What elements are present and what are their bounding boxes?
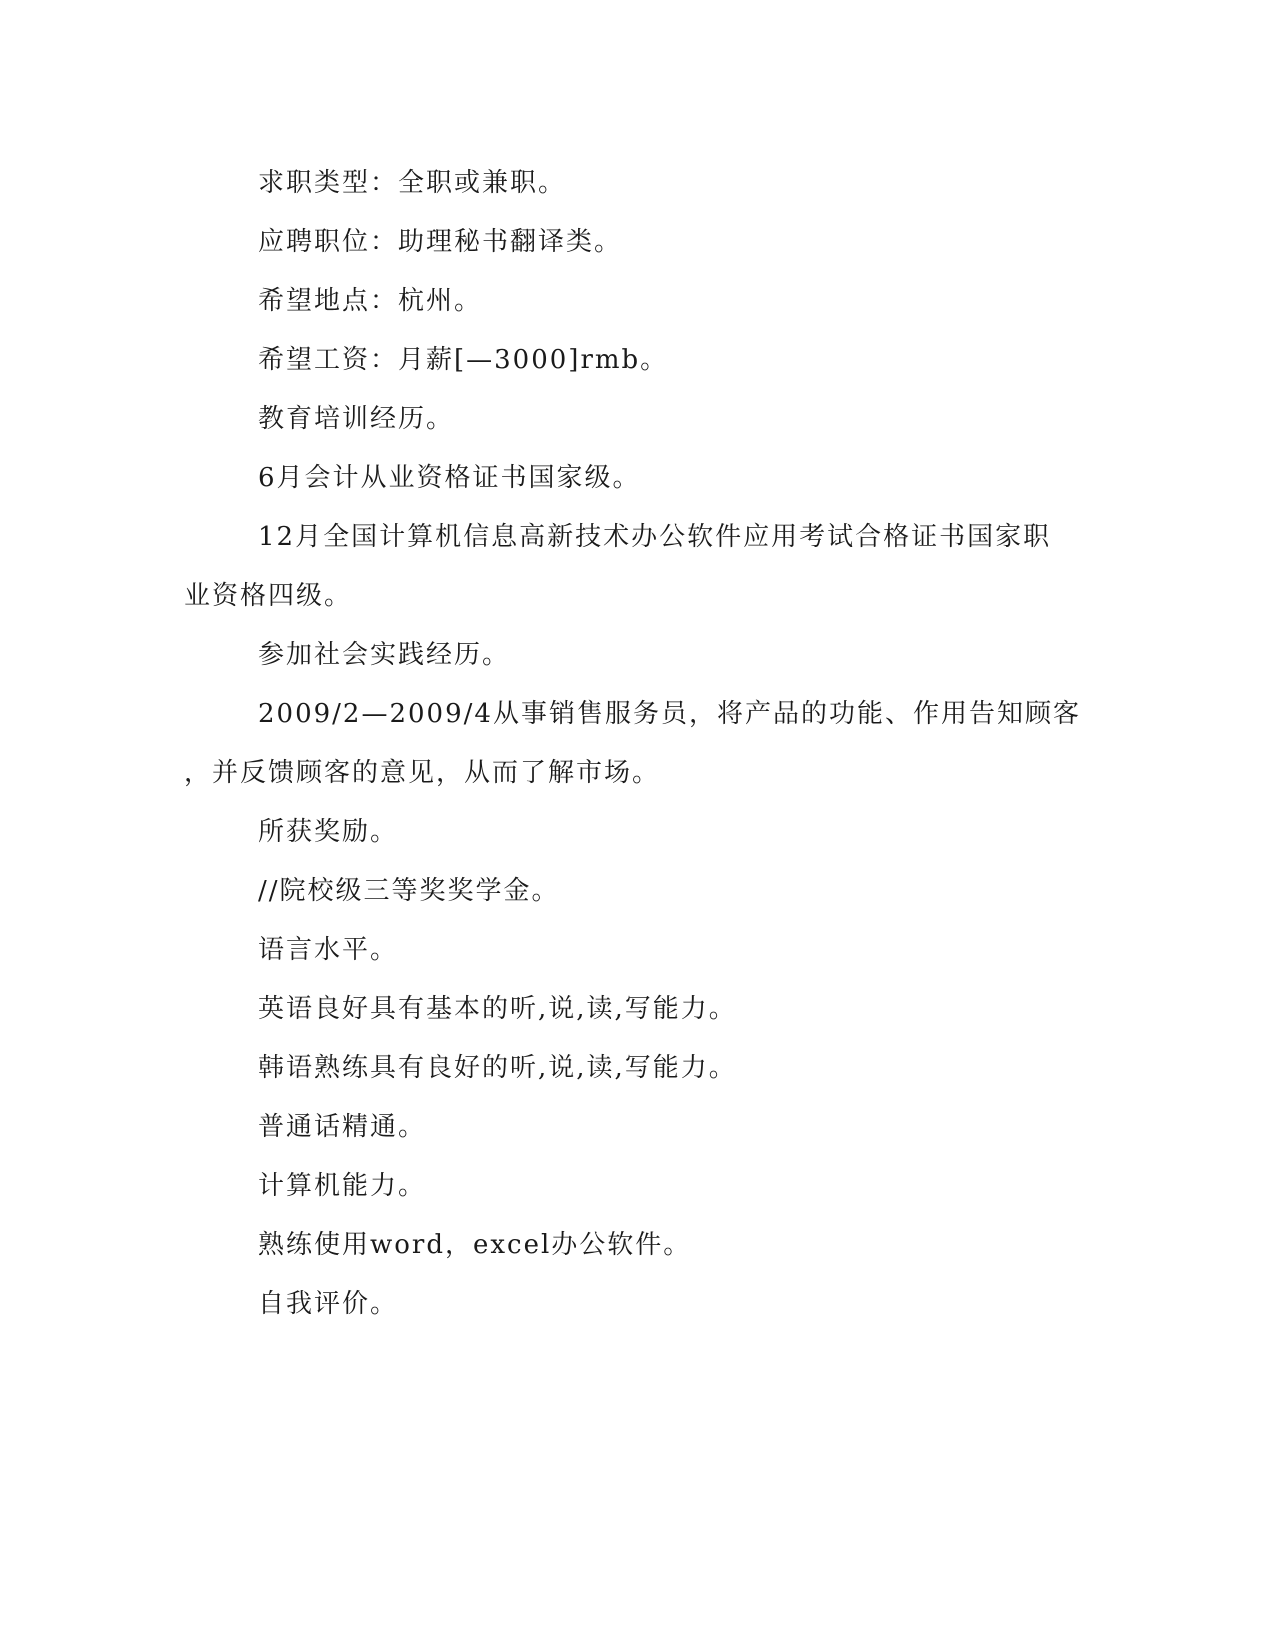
self-evaluation-heading: 自我评价。 bbox=[258, 1289, 399, 1319]
certificate-line-1: 6月会计从业资格证书国家级。 bbox=[258, 463, 641, 493]
computer-heading: 计算机能力。 bbox=[258, 1171, 427, 1201]
certificate-line-2-cont: 业资格四级。 bbox=[184, 581, 353, 611]
education-heading: 教育培训经历。 bbox=[258, 404, 455, 434]
english-line: 英语良好具有基本的听,说,读,写能力。 bbox=[258, 994, 737, 1024]
job-type-line: 求职类型：全职或兼职。 bbox=[258, 168, 567, 198]
salary-line: 希望工资：月薪[—3000]rmb。 bbox=[258, 345, 669, 375]
awards-heading: 所获奖励。 bbox=[258, 817, 399, 847]
location-line: 希望地点：杭州。 bbox=[258, 286, 483, 316]
award-line: //院校级三等奖奖学金。 bbox=[258, 876, 560, 906]
mandarin-line: 普通话精通。 bbox=[258, 1112, 427, 1142]
korean-line: 韩语熟练具有良好的听,说,读,写能力。 bbox=[258, 1053, 737, 1083]
certificate-line-2: 12月全国计算机信息高新技术办公软件应用考试合格证书国家职 bbox=[258, 522, 1052, 552]
practice-heading: 参加社会实践经历。 bbox=[258, 640, 511, 670]
software-line: 熟练使用word，excel办公软件。 bbox=[258, 1230, 692, 1260]
position-line: 应聘职位：助理秘书翻译类。 bbox=[258, 227, 623, 257]
practice-line-cont: ，并反馈顾客的意见，从而了解市场。 bbox=[184, 758, 661, 788]
language-heading: 语言水平。 bbox=[258, 935, 399, 965]
practice-line: 2009/2—2009/4从事销售服务员，将产品的功能、作用告知顾客 bbox=[258, 699, 1081, 729]
